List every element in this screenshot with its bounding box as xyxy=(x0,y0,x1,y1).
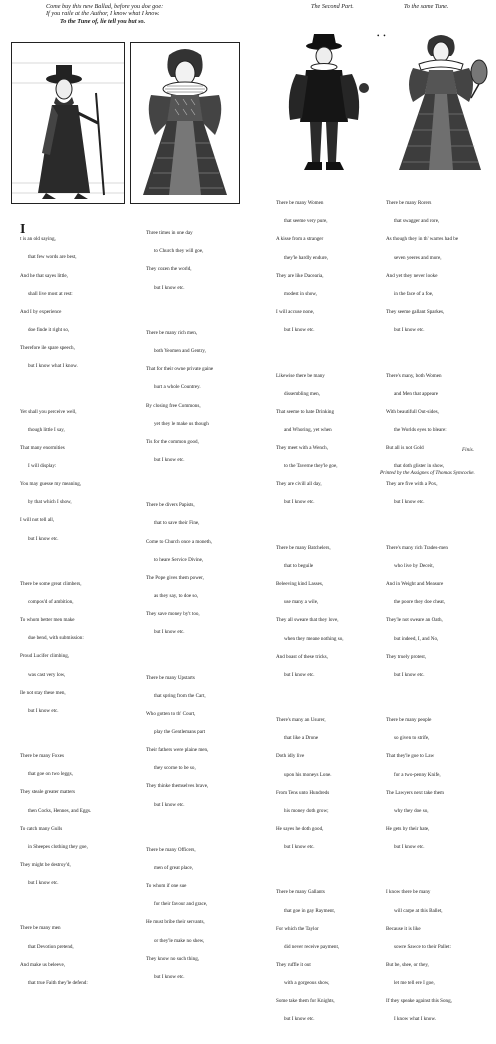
verse-line: If they speake against this Song, xyxy=(386,998,452,1005)
verse-line: upon his moneys Lone. xyxy=(284,771,332,778)
verse-line: But all is not Gold xyxy=(386,445,424,452)
verse-line: Doth idly live xyxy=(276,753,305,760)
verse-line: There be many people xyxy=(386,717,432,724)
verse-line: but I know etc. xyxy=(28,535,59,542)
verse-line: The Lawyers next take them xyxy=(386,789,444,796)
verse-line: but I know etc. xyxy=(394,499,425,506)
verse-line: Proud Lucifer climbing, xyxy=(20,653,70,660)
stanza xyxy=(386,877,494,1034)
stanza xyxy=(276,188,384,345)
stanza xyxy=(20,569,135,726)
verse-line: but I know etc. xyxy=(154,284,185,291)
verse-line: with a gorgeous show, xyxy=(284,980,330,987)
woodcut-lady-with-fan xyxy=(391,30,489,176)
verse-line: They meet with a Wench, xyxy=(276,445,328,452)
verse-line: Therefore ile spare speech, xyxy=(20,345,75,352)
drop-cap: I xyxy=(20,222,26,238)
verse-line: sowre Sawce to their Pallet: xyxy=(394,943,451,950)
verse-line: That many enormities xyxy=(20,444,65,451)
verse-line: for their favour and grace, xyxy=(154,901,208,908)
verse-line: There be some great climbers, xyxy=(20,580,82,587)
verse-line: But be, shee, or they, xyxy=(386,962,429,968)
stanza xyxy=(146,318,256,475)
verse-line: to the Taverne they'le goe, xyxy=(284,463,338,470)
stanza xyxy=(276,877,384,1034)
verse-line: hurt a whole Countrey. xyxy=(154,384,201,391)
verse-line: And boast of these tricks, xyxy=(276,653,328,660)
verse-line: There's many rich Trades-men xyxy=(386,544,448,551)
verse-line: He gets by their hate, xyxy=(386,825,430,832)
verse-line: yet they le make us though xyxy=(154,420,209,427)
verse-line: due bend, with submission: xyxy=(28,635,84,642)
verse-line: They seeme gallant Sparkes, xyxy=(386,309,445,316)
ballad-column-1 xyxy=(20,206,135,1007)
verse-line: And yet they never looke xyxy=(386,272,438,279)
verse-line: You may guesse my meaning, xyxy=(20,481,82,488)
verse-line: There be many Officers, xyxy=(146,846,196,853)
verse-line: They are civill all day, xyxy=(276,481,322,488)
second-part-title: The Second Part. xyxy=(311,3,354,10)
verse-line: That seeme to hate Drinking xyxy=(276,408,334,415)
verse-line: There be many rich men, xyxy=(146,329,198,336)
verse-line: There be many Batchelers, xyxy=(276,544,331,551)
verse-line: There be many Gallants xyxy=(276,889,325,896)
ballad-column-3 xyxy=(276,176,384,1044)
stanza xyxy=(20,913,135,998)
verse-line: There be many Foxes xyxy=(20,753,64,760)
verse-line: Tis for the common good, xyxy=(146,438,199,445)
verse-line: both Yeomen and Gentry, xyxy=(154,348,206,355)
verse-line: but I know etc. xyxy=(284,499,315,506)
verse-line: and Men that appeare xyxy=(394,390,438,397)
verse-line: Three times in one day xyxy=(146,230,193,237)
stanza xyxy=(276,705,384,862)
verse-line: that goe on two leggs, xyxy=(28,771,73,778)
verse-line: They thinke themselves brave, xyxy=(146,783,209,790)
verse-line: They might be destroy'd, xyxy=(20,862,71,869)
verse-line: men of great place, xyxy=(154,865,194,872)
verse-line: A kisse from a stranger xyxy=(276,236,324,243)
verse-line: let me tell ere I goe, xyxy=(394,980,435,987)
verse-line: that swagger and rore, xyxy=(394,218,440,225)
verse-line: Who gotten to th' Court, xyxy=(146,710,196,717)
verse-line: They truely protest, xyxy=(386,653,427,660)
verse-line: that Devotion pretend, xyxy=(28,943,74,950)
verse-line: To whom better men make xyxy=(20,617,75,624)
verse-line: but I know etc. xyxy=(394,844,425,851)
verse-line: but indeed, I, and No, xyxy=(394,635,439,642)
verse-line: but I know what I know. xyxy=(28,363,78,370)
verse-line: And make us beleeve, xyxy=(20,961,65,968)
verse-line: That they'le goe to Law xyxy=(386,753,435,760)
verse-line: but I know etc. xyxy=(154,456,185,463)
verse-line: for a two-penny Knife, xyxy=(394,771,441,778)
stanza xyxy=(386,188,494,345)
header-line-2: If you raile at the Author, I know what I know. xyxy=(46,10,160,18)
verse-line: when they meane nothing so, xyxy=(284,635,344,642)
verse-line: to Church they will goe, xyxy=(154,248,204,255)
verse-line: He must bribe their servants, xyxy=(146,919,205,926)
verse-line: as they say, to doe so, xyxy=(154,592,199,599)
verse-line: so given to strife, xyxy=(394,735,430,742)
verse-line: that true Faith they'le defend: xyxy=(28,979,88,986)
verse-line: They cozen the world, xyxy=(146,266,192,273)
verse-line: by that which I show, xyxy=(28,499,72,506)
verse-line: will carpe at this Ballet, xyxy=(394,907,443,914)
verse-line: Their fathers were plaine men, xyxy=(146,747,209,754)
verse-line: that like a Drone xyxy=(284,735,319,742)
verse-line: that doth glister in show, xyxy=(394,463,445,470)
page-mark: • • xyxy=(377,32,387,40)
stanza xyxy=(276,533,384,690)
verse-line: shall live most at rest: xyxy=(28,290,73,297)
woodcut-man-with-staff xyxy=(11,42,125,204)
verse-line: Come to Church once a moneth, xyxy=(146,538,212,545)
verse-line: I know what I know. xyxy=(394,1016,436,1023)
verse-line: And in Weight and Measure xyxy=(386,581,444,588)
verse-line: did never receive payment, xyxy=(284,943,340,950)
stanza xyxy=(146,835,256,992)
ballad-column-2 xyxy=(146,206,256,1001)
verse-line: They ruffle it out xyxy=(276,962,311,968)
stanza xyxy=(146,662,256,819)
verse-line: play the Gentlemans part xyxy=(154,728,206,735)
verse-line: By closing free Commons, xyxy=(146,402,201,409)
verse-line: why they doe so, xyxy=(394,807,429,814)
verse-line: use many a wile, xyxy=(284,599,319,606)
verse-line: There be many Women xyxy=(276,200,324,207)
verse-line: they'le hardly endure, xyxy=(284,254,329,261)
verse-line: There's many, both Women xyxy=(386,372,442,379)
verse-line: For which the Taylor xyxy=(276,925,319,932)
verse-line: but I know etc. xyxy=(284,1016,315,1023)
ballad-header xyxy=(46,3,236,25)
verse-line: but I know etc. xyxy=(28,880,59,887)
stanza xyxy=(386,533,494,690)
stanza xyxy=(146,490,256,647)
verse-line: then Cocks, Hennes, and Eggs. xyxy=(28,807,92,814)
verse-line: To whom if one sue xyxy=(146,883,187,890)
verse-line: who live by Deceit, xyxy=(394,562,434,569)
woodcut-lady-with-ruff xyxy=(130,42,240,204)
verse-line: Because it is like xyxy=(386,925,421,932)
verse-line: They are like Dacearia, xyxy=(276,272,324,279)
verse-line: to heare Service Divine, xyxy=(154,556,204,563)
tune-line: To the Tune of, lie tell you but so. xyxy=(60,17,146,25)
second-part-tune: To the same Tune. xyxy=(404,3,449,10)
verse-line: That for their owne private gaine xyxy=(146,366,214,373)
verse-line: but I know etc. xyxy=(394,327,425,334)
stanza xyxy=(386,360,494,517)
stanza xyxy=(386,705,494,862)
verse-line: was cast very low, xyxy=(28,671,66,678)
verse-line: his money doth grow; xyxy=(284,807,329,814)
verse-line: I will not tell all, xyxy=(20,517,55,524)
verse-line: compos'd of ambition, xyxy=(28,599,74,605)
verse-line: but I know etc. xyxy=(394,671,425,678)
verse-line: seven yeeres and more, xyxy=(394,254,442,261)
printer-colophon: Printed by the Assignes of Thomas Symcocke. xyxy=(380,470,475,476)
woodcut-man-in-tall-hat xyxy=(276,30,372,176)
verse-line: Likewise there be many xyxy=(276,372,325,379)
verse-line: but I know etc. xyxy=(154,801,185,808)
ballad-column-4 xyxy=(386,176,494,1044)
stanza xyxy=(276,360,384,517)
verse-line: I know there be many xyxy=(386,889,431,896)
verse-line: And he that sayes little, xyxy=(20,272,68,279)
verse-line: There be many Upstarts xyxy=(146,674,195,681)
verse-line: but I know etc. xyxy=(284,844,315,851)
verse-line: As though they in th' warres had be xyxy=(386,236,459,243)
verse-line: though little I say, xyxy=(28,426,65,433)
verse-line: Some take them for Knights, xyxy=(276,998,335,1005)
verse-line: the Worlds eyes to bleare: xyxy=(394,426,447,433)
verse-line: With beautifull Out-sides, xyxy=(386,408,439,415)
verse-line: There be divers Papists, xyxy=(146,502,195,509)
verse-line: that spring from the Cart, xyxy=(154,692,206,699)
stanza xyxy=(20,396,135,553)
verse-line: but I know etc. xyxy=(284,327,315,334)
verse-line: They know no such thing, xyxy=(146,955,200,962)
verse-line: t is an old saying, xyxy=(20,236,56,243)
verse-line: There's many an Usurer, xyxy=(276,717,326,724)
verse-line: in Sheepes clothing they goe, xyxy=(28,843,88,850)
verse-line: they scorne to be so, xyxy=(154,765,196,772)
verse-line: that to save their Fine, xyxy=(154,520,200,527)
verse-line: and Whoring, yet when xyxy=(284,426,332,433)
verse-line: I will accuse none, xyxy=(276,309,315,316)
stanza xyxy=(20,741,135,898)
header-line-1: Come buy this new Ballad, before you doe goe: xyxy=(46,3,164,10)
verse-line: They save money by't too, xyxy=(146,611,200,618)
verse-line: They'le not sweare an Oath, xyxy=(386,617,443,624)
verse-line: He sayes he doth good, xyxy=(276,825,324,832)
verse-line: Ile not stay these men, xyxy=(20,689,66,696)
verse-line: dissembling men, xyxy=(284,390,320,397)
verse-line: From Tens unto Hundreds xyxy=(276,789,330,796)
verse-line: To catch many Gulls xyxy=(20,825,63,832)
verse-line: There be many men xyxy=(20,925,61,932)
verse-line: the poore they doe cheat, xyxy=(394,599,446,606)
verse-line: I will display: xyxy=(28,462,57,469)
verse-line: but I know etc. xyxy=(28,707,59,714)
verse-line: They are five with a Pox, xyxy=(386,481,438,488)
verse-line: that to beguile xyxy=(284,562,314,569)
verse-line: but I know etc. xyxy=(154,629,185,636)
verse-line: in the face of a foe, xyxy=(394,290,434,297)
verse-line: that seeme very pure, xyxy=(284,218,328,225)
stanza xyxy=(146,218,256,303)
verse-line: The Pope gives them power, xyxy=(146,574,204,581)
verse-line: And I by experience xyxy=(20,308,62,315)
verse-line: There be many Rorers xyxy=(386,200,432,207)
verse-line: but I know etc. xyxy=(154,973,185,980)
verse-line: modest in show, xyxy=(284,290,317,297)
verse-line: or they'le make no shew, xyxy=(154,937,205,944)
verse-line: They steale greater matters xyxy=(20,789,76,796)
verse-line: doe finde it right so, xyxy=(28,326,70,333)
stanza xyxy=(20,218,135,381)
verse-line: Beleeving kind Lasses, xyxy=(276,581,324,588)
verse-line: but I know etc. xyxy=(284,671,315,678)
verse-line: They all sweare that they love, xyxy=(276,617,339,624)
finis-mark: Finis. xyxy=(462,447,474,453)
verse-line: that goe in gay Rayment, xyxy=(284,907,336,914)
verse-line: Yet shall you perceive well, xyxy=(20,408,77,415)
verse-line: that few words are best, xyxy=(28,254,77,261)
